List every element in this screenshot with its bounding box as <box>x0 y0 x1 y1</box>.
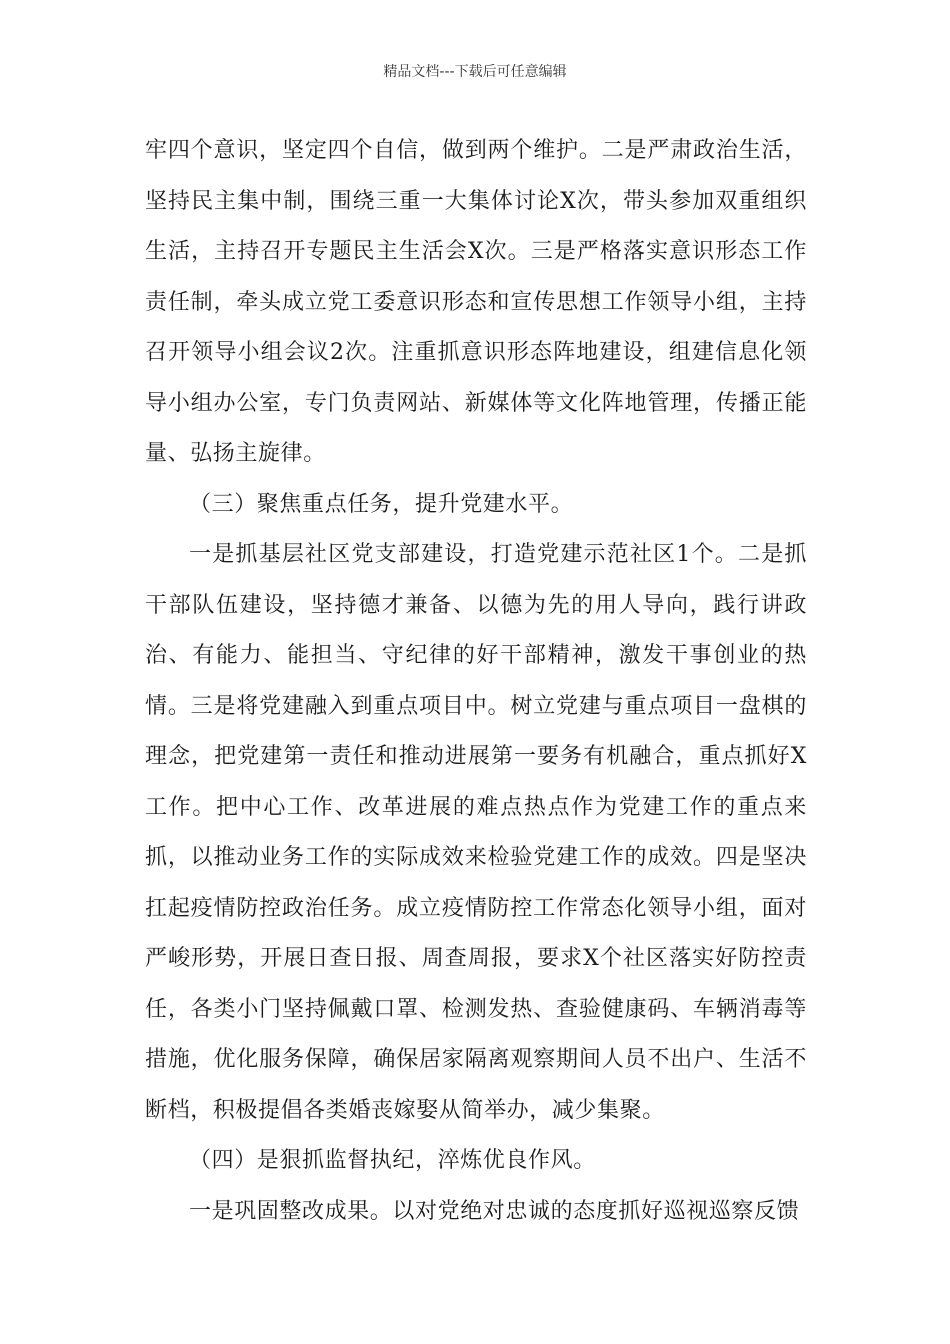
page-header: 精品文档---下载后可任意编辑 <box>383 64 567 80</box>
paragraph-section-4: 一是巩固整改成果。以对党绝对忠诚的态度抓好巡视巡察反馈 <box>189 1198 800 1224</box>
section-heading-3: （三）聚焦重点任务，提升党建水平。 <box>189 491 574 517</box>
section-heading-4: （四）是狠抓监督执纪，淬炼优良作风。 <box>189 1148 596 1173</box>
paragraph-continuation: 牢四个意识，坚定四个自信，做到两个维护。二是严肃政治生活，坚持民主集中制，围绕三重一大集体讨论X次，带头参加双重组织生活，主持召开专题民主生活会X次。三是严格落实意识形态工作责任制，牵头成立党工委意识形态和宣传思想工作领导小组，主持召开领导小组会议2次。注重抓意识形态阵地建设，组建信息化领导小组办公室，专门负责网站、新媒体等文化阵地管理，传播正能量、弘扬主旋律。 <box>145 138 807 466</box>
document-body <box>145 126 807 1237</box>
paragraph-section-3: 一是抓基层社区党支部建设，打造党建示范社区1个。二是抓干部队伍建设，坚持德才兼备、以德为先的用人导向，践行讲政治、有能力、能担当、守纪律的好干部精神，激发干事创业的热情。三是将党建融入到重点项目中。树立党建与重点项目一盘棋的理念，把党建第一责任和推动进展第一要务有机融合，重点抓好X工作。把中心工作、改革进展的难点热点作为党建工作的重点来抓，以推动业务工作的实际成效来检验党建工作的成效。四是坚决扛起疫情防控政治任务。成立疫情防控工作常态化领导小组，面对严峻形势，开展日查日报、周查周报，要求X个社区落实好防控责任，各类小门坚持佩戴口罩、检测发热、查验健康码、车辆消毒等措施，优化服务保障，确保居家隔离观察期间人员不出户、生活不断档，积极提倡各类婚丧嫁娶从简举办，减少集聚。 <box>145 542 807 1123</box>
